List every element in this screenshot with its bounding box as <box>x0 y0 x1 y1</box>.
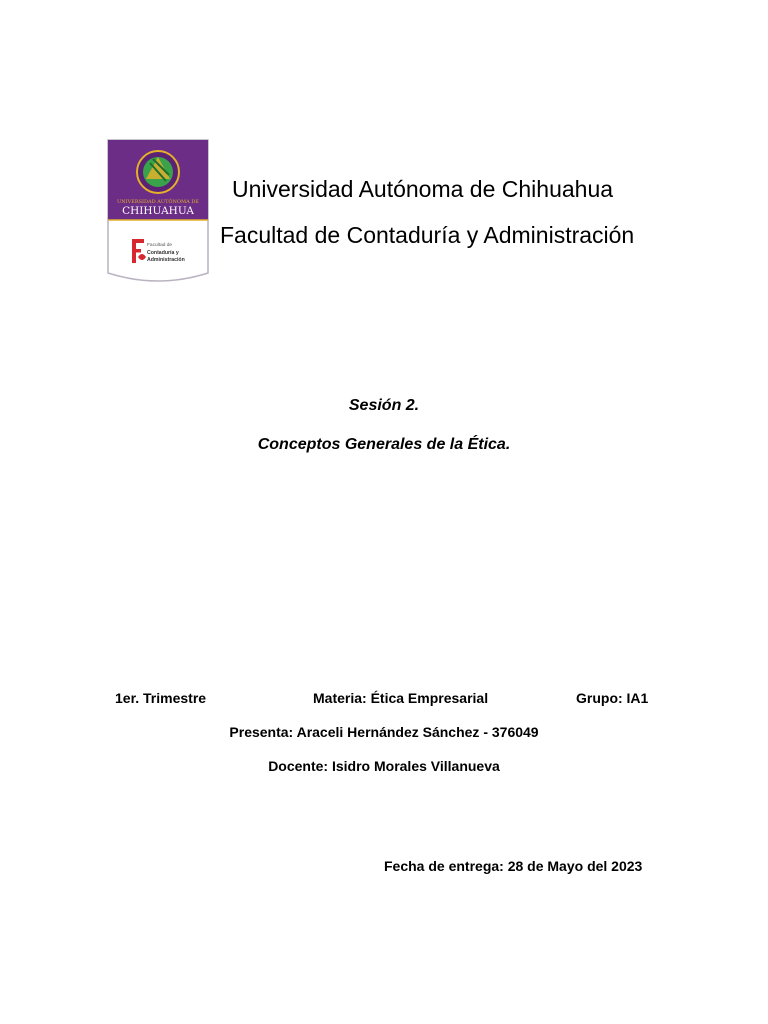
trimester-label: 1er. Trimestre <box>115 690 207 706</box>
teacher-label: Docente: Isidro Morales Villanueva <box>268 758 500 774</box>
due-date-label: Fecha de entrega: 28 de Mayo del 2023 <box>384 858 643 874</box>
faculty-name: Facultad de Contaduría y Administración <box>220 222 635 248</box>
presenter-label: Presenta: Araceli Hernández Sánchez - 376049 <box>229 724 539 740</box>
logo-faculty-line1: Facultad de <box>147 243 173 248</box>
logo-university-main: CHIHUAHUA <box>122 205 194 217</box>
university-logo <box>106 139 210 285</box>
session-title: Sesión 2. <box>348 397 420 414</box>
group-label: Grupo: IA1 <box>576 690 649 706</box>
subject-label: Materia: Ética Empresarial <box>313 690 489 706</box>
logo-faculty-line3: Administración <box>147 257 185 263</box>
logo-faculty-line2: Contaduría y <box>147 250 179 256</box>
uach-fca-logo-icon <box>106 139 210 285</box>
university-name: Universidad Autónoma de Chihuahua <box>232 176 614 202</box>
session-subtitle: Conceptos Generales de la Ética. <box>257 436 511 453</box>
logo-university-top: UNIVERSIDAD AUTÓNOMA DE <box>117 199 199 205</box>
